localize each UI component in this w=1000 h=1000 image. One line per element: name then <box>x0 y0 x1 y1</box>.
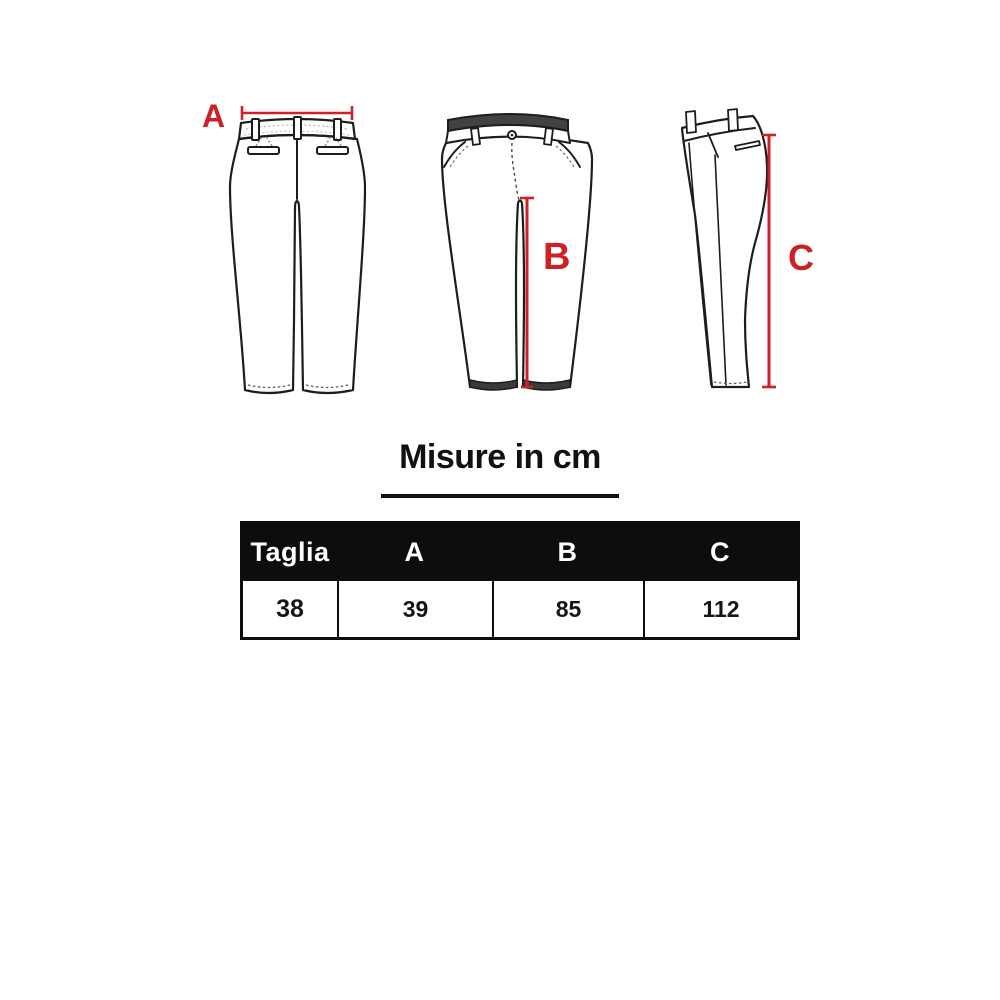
size-table-cell-taglia: 38 <box>243 581 337 637</box>
size-table-header-b: B <box>557 537 578 567</box>
waist-button <box>508 131 516 139</box>
pants-front-view-drawing <box>425 95 605 415</box>
size-table-header-row <box>243 524 797 581</box>
size-table <box>240 521 800 640</box>
size-table-header-taglia: Taglia <box>250 537 330 567</box>
size-table-cell-b: 85 <box>492 581 643 637</box>
page-title: Misure in cm <box>399 438 601 476</box>
measurement-label-a: A <box>202 98 226 134</box>
measurement-label-c: C <box>788 237 814 278</box>
size-table-cell-a: 39 <box>337 581 492 637</box>
title-underline <box>381 494 619 498</box>
size-table-cell-c: 112 <box>643 581 797 637</box>
pants-back-view-drawing <box>195 95 375 415</box>
size-table-value-row <box>243 581 797 637</box>
size-table-header-a: A <box>404 537 425 567</box>
measurement-label-b: B <box>543 236 571 278</box>
size-table-header-c: C <box>710 537 730 567</box>
